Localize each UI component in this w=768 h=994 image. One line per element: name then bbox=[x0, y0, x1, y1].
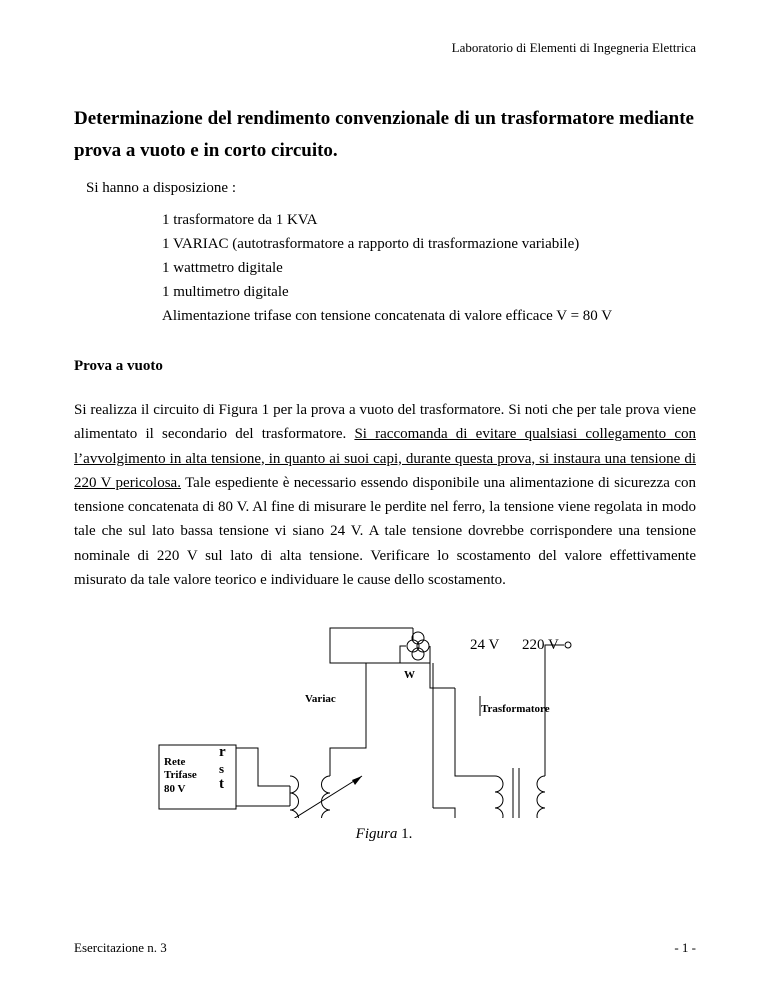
body-paragraph bbox=[74, 398, 696, 592]
list-item: Alimentazione trifase con tensione concatenata di valore efficace V = 80 V bbox=[162, 308, 613, 324]
variac-arrow-head bbox=[352, 776, 362, 785]
list-item: 1 wattmetro digitale bbox=[162, 260, 283, 276]
terminal-circle bbox=[565, 642, 571, 648]
section-heading: Prova a vuoto bbox=[74, 358, 163, 374]
rete-label-line1: Rete bbox=[164, 756, 186, 768]
label-24v: 24 V bbox=[470, 637, 500, 653]
label-trasformatore: Trasformatore bbox=[481, 703, 550, 715]
phase-r: r bbox=[219, 744, 226, 760]
list-item: 1 multimetro digitale bbox=[162, 284, 289, 300]
title-line-1: Determinazione del rendimento convenzionale di un trasformatore mediante bbox=[74, 108, 694, 129]
intro-text: Si hanno a disposizione : bbox=[86, 180, 236, 196]
rete-label-line3: 80 V bbox=[164, 783, 186, 795]
label-wattmeter: W bbox=[404, 669, 415, 681]
footer-exercise: Esercitazione n. 3 bbox=[74, 940, 167, 955]
paragraph-part-2: Tale espediente è necessario essendo disponibile una alimentazione di sicurezza con tensione concatenata di 80 V. Al fine di misurare le perdite nel ferro, la tensione viene regolata in modo tale che sul lato bassa tensione vi siano 24 V. A tale tensione dovrebbe corrispondere una tensione nominale di 220 V sul lato di alta tensione. Verificare lo scostamento del valore effettivamente misurato da tale valore teorico e individuare le cause dello scostamento. bbox=[74, 474, 696, 589]
page-number: - 1 - bbox=[674, 940, 696, 955]
label-220v: 220 V bbox=[522, 637, 559, 653]
figure-caption-label: Figura bbox=[355, 826, 398, 842]
figure-caption bbox=[0, 826, 768, 843]
equipment-list bbox=[162, 208, 612, 328]
phase-s: s bbox=[219, 761, 225, 776]
label-variac: Variac bbox=[305, 693, 336, 705]
phase-t: t bbox=[219, 776, 224, 792]
transformer-secondary-coil bbox=[537, 776, 545, 818]
figure-caption-number: 1. bbox=[397, 826, 413, 842]
transformer-primary-coil bbox=[495, 776, 503, 818]
list-item: 1 VARIAC (autotrasformatore a rapporto di trasformazione variabile) bbox=[162, 236, 580, 252]
variac-primary-coil bbox=[290, 776, 299, 818]
safety-warning: Si raccomanda di evitare qualsiasi collegamento con l’avvolgimento in alta tensione, in quanto ai suoi capi, durante questa prova, si instaura una tensione di 220 V pericolosa. bbox=[74, 426, 696, 491]
page-header: Laboratorio di Elementi di Ingegneria Elettrica bbox=[451, 40, 696, 55]
rete-label-line2: Trifase bbox=[164, 769, 197, 781]
paragraph-part-1: Si realizza il circuito di Figura 1 per la prova a vuoto del trasformatore. Si noti che per tale prova viene alimentato il secondario del trasformatore. bbox=[74, 402, 696, 443]
document-title bbox=[74, 103, 694, 167]
list-item: 1 trasformatore da 1 KVA bbox=[162, 212, 318, 228]
variac-arrow bbox=[266, 776, 362, 818]
title-line-2: prova a vuoto e in corto circuito. bbox=[74, 140, 338, 161]
circuit-diagram bbox=[150, 618, 600, 818]
